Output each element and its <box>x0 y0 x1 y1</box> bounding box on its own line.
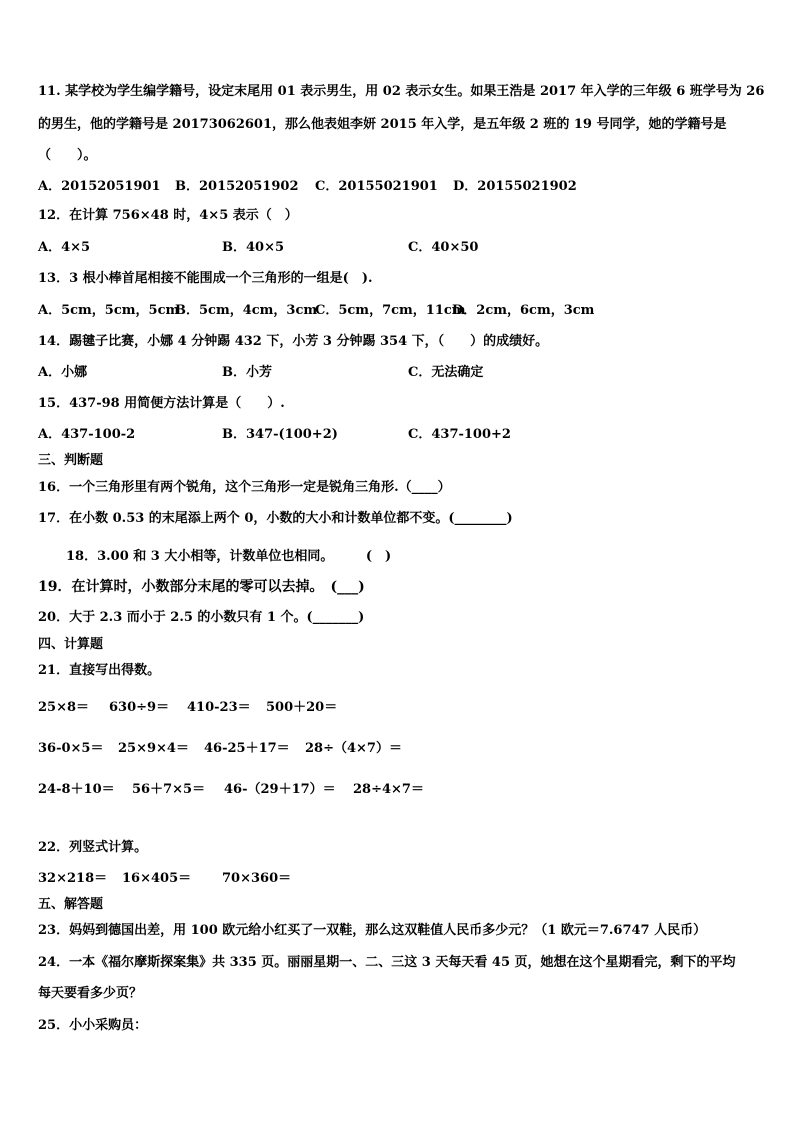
q21-item: 28÷（4×7）＝ <box>305 741 402 756</box>
q22-item: 70×360＝ <box>222 871 292 886</box>
q21-row-3 <box>38 782 424 798</box>
q13-stem: 13．3 根小棒首尾相接不能围成一个三角形的一组是( ). <box>38 271 373 286</box>
q24-line1: 24．一本《福尔摩斯探案集》共 335 页。丽丽星期一、二、三这 3 天每天看 45 页，她想在这个星期看完，剩下的平均 <box>38 955 736 970</box>
q15-option-b: B．347-(100+2) <box>222 427 338 442</box>
q21-item: 24-8＋10＝ <box>38 782 115 797</box>
q21-item: 56＋7×5＝ <box>132 782 206 797</box>
q11-option-d: D．20155021902 <box>453 179 577 194</box>
q21-item: 28÷4×7＝ <box>353 782 424 797</box>
question-23: 23．妈妈到德国出差，用 100 欧元给小红买了一双鞋，那么这双鞋值人民币多少元？（1 欧元＝7.6747 人民币） <box>38 923 707 938</box>
q21-item: 500＋20＝ <box>266 700 338 715</box>
q12-option-b: B．40×5 <box>222 240 285 255</box>
q22-row <box>38 871 291 887</box>
q21-item: 410-23＝ <box>187 700 251 715</box>
q15-option-c: C．437-100+2 <box>408 427 511 442</box>
q21-row-2 <box>38 741 402 757</box>
question-25: 25．小小采购员： <box>38 1018 148 1033</box>
q21-item: 630÷9＝ <box>109 700 170 715</box>
q11-option-c: C．20155021901 <box>315 179 438 194</box>
q21-item: 25×8＝ <box>38 700 90 715</box>
q21-item: 46-25＋17＝ <box>204 741 290 756</box>
q13-options <box>38 303 594 319</box>
q21-row-1 <box>38 700 337 716</box>
q15-option-a: A．437-100-2 <box>38 427 136 442</box>
q11-line2: 的男生，他的学籍号是 20173062601，那么他表姐李妍 2015 年入学，是五年级 2 班的 19 号同学，她的学籍号是 <box>38 117 727 132</box>
q11-option-b: B．20152051902 <box>175 179 299 194</box>
q13-option-a: A．5cm，5cm，5cm <box>38 303 180 318</box>
q12-option-a: A．4×5 <box>38 240 91 255</box>
q21-item: 25×9×4＝ <box>118 741 189 756</box>
question-19: 19．在计算时，小数部分末尾的零可以去掉。 (___) <box>38 579 365 595</box>
section-4-heading: 四、计算题 <box>38 637 104 652</box>
question-20: 20．大于 2.3 而小于 2.5 的小数只有 1 个。(_______) <box>38 610 365 625</box>
q22-item: 32×218＝ <box>38 871 108 886</box>
question-18: 18．3.00 和 3 大小相等，计数单位也相同。 ( ) <box>66 549 392 564</box>
q13-option-c: C．5cm，7cm，11cm <box>315 303 466 318</box>
q14-option-a: A．小娜 <box>38 365 88 380</box>
q13-option-d: D．2cm，6cm，3cm <box>452 303 595 318</box>
q11-options <box>38 179 577 195</box>
q15-stem: 15．437-98 用简便方法计算是（ ）. <box>38 396 285 411</box>
q14-option-b: B．小芳 <box>222 365 272 380</box>
q14-options <box>38 365 483 381</box>
section-3-heading: 三、判断题 <box>38 453 104 468</box>
q14-option-c: C．无法确定 <box>408 365 484 380</box>
q11-line3: （ ）。 <box>38 148 97 163</box>
q21-item: 36-0×5＝ <box>38 741 104 756</box>
q21-item: 46-（29＋17）＝ <box>224 782 336 797</box>
section-5-heading: 五、解答题 <box>38 897 104 912</box>
question-16: 16．一个三角形里有两个锐角，这个三角形一定是锐角三角形.（____） <box>38 480 451 495</box>
q21-stem: 21．直接写出得数。 <box>38 663 161 678</box>
q12-stem: 12．在计算 756×48 时，4×5 表示（ ） <box>38 208 298 223</box>
q22-item: 16×405＝ <box>122 871 192 886</box>
q12-options <box>38 240 478 256</box>
q11-line1: 11. 某学校为学生编学籍号，设定末尾用 01 表示男生，用 02 表示女生。如果王浩是 2017 年入学的三年级 6 班学号为 26 <box>38 84 765 99</box>
question-17: 17．在小数 0.53 的末尾添上两个 0，小数的大小和计数单位都不变。(________) <box>38 511 513 526</box>
q12-option-c: C．40×50 <box>408 240 479 255</box>
q22-stem: 22．列竖式计算。 <box>38 840 148 855</box>
q13-option-b: B．5cm，4cm，3cm <box>175 303 318 318</box>
q14-stem: 14．踢毽子比赛，小娜 4 分钟踢 432 下，小芳 3 分钟踢 354 下，（ ）的成绩好。 <box>38 334 549 349</box>
q24-line2: 每天要看多少页？ <box>38 986 143 1001</box>
q15-options <box>38 427 511 443</box>
q11-option-a: A．20152051901 <box>38 179 161 194</box>
